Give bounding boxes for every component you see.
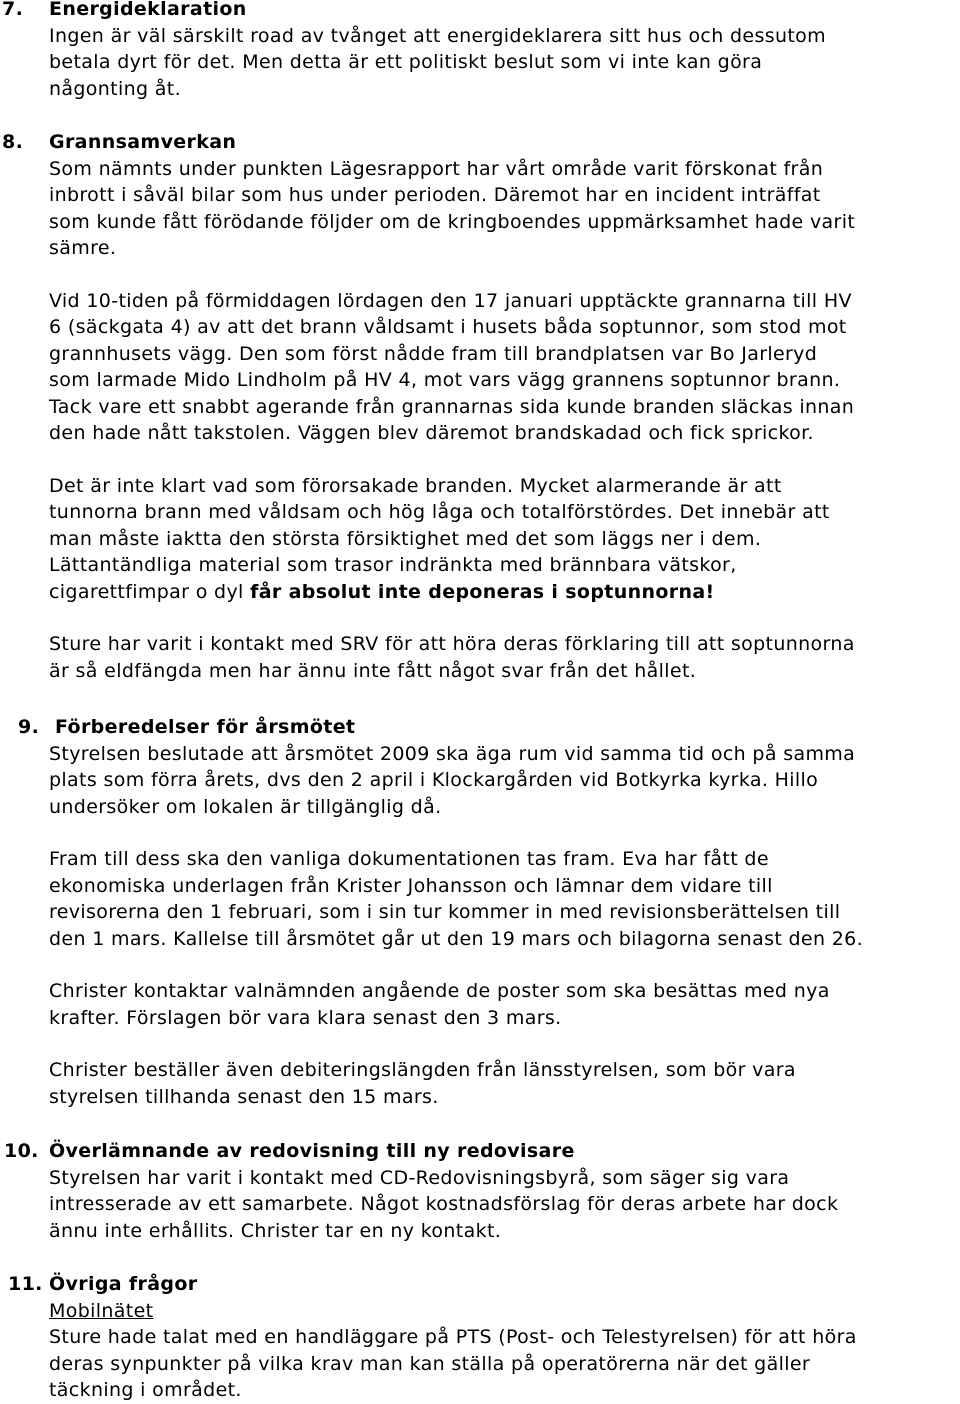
text-line: Styrelsen har varit i kontakt med CD-Redovisningsbyrå, som säger sig vara [49,1166,790,1189]
text-line: den hade nått takstolen. Väggen blev däremot brandskadad och fick sprickor. [49,422,814,444]
text-line: Christer kontaktar valnämnden angående de poster som ska besättas med nya [49,980,830,1002]
section-9-title: Förberedelser för årsmötet [55,716,356,738]
section-7-title: Energideklaration [49,0,247,20]
text-line: ännu inte erhållits. Christer tar en ny kontakt. [49,1219,502,1242]
text-line: krafter. Förslagen bör vara klara senast den 3 mars. [49,1006,562,1029]
text-line: Styrelsen beslutade att årsmötet 2009 ska äga rum vid samma tid och på samma [49,742,856,765]
section-8 [0,129,960,684]
text-line: Sture har varit i kontakt med SRV för att höra deras förklaring till att soptunnorna [49,633,855,655]
section-8-paragraph-4 [49,631,960,684]
section-7 [0,0,960,102]
subheading-mobilnatet: Mobilnätet [49,1299,154,1322]
text-line: täckning i området. [49,1379,242,1401]
text-line: Ingen är väl särskilt road av tvånget att energideklarera sitt hus och dessutom [49,24,826,47]
text-line: Det är inte klart vad som förorsakade branden. Mycket alarmerande är att [49,474,782,497]
text-line: Vid 10-tiden på förmiddagen lördagen den 17 januari upptäckte grannarna till HV [49,289,852,312]
text-line: revisorerna den 1 februari, som i sin tur kommer in med revisionsberättelsen till [49,901,841,923]
text-line: Christer beställer även debiteringslängden från länsstyrelsen, som bör vara [49,1059,796,1081]
text-line [49,579,960,606]
text-line: Tack vare ett snabbt agerande från grannarnas sida kunde branden släckas innan [49,395,855,418]
section-10-title: Överlämnande av redovisning till ny redovisare [49,1140,575,1162]
text-line: grannhusets vägg. Den som först nådde fram till brandplatsen var Bo Jarleryd [49,342,818,365]
text-line: tunnorna brann med våldsam och hög låga och totalförstördes. Det innebär att [49,501,830,523]
text-line: ekonomiska underlagen från Krister Johansson och lämnar dem vidare till [49,874,773,897]
text-line: någonting åt. [49,77,181,100]
text-line: som larmade Mido Lindholm på HV 4, mot vars vägg grannens soptunnor brann. [49,369,841,391]
text-line: deras synpunkter på vilka krav man kan ställa på operatörerna när det gäller [49,1352,811,1375]
section-8-title: Grannsamverkan [49,131,237,153]
text-plain: cigarettfimpar o dyl [49,580,251,603]
section-10-heading [4,1138,960,1165]
section-11-number: 11. [8,1273,43,1295]
section-8-paragraph-2 [49,288,960,447]
section-11-title: Övriga frågor [49,1273,198,1295]
section-7-body [49,23,960,103]
text-line: betala dyrt för det. Men detta är ett politiskt beslut som vi inte kan göra [49,51,763,73]
section-10-number: 10. [4,1140,39,1162]
section-11-body [49,1298,960,1404]
section-9-paragraph-3 [49,978,960,1031]
section-7-heading [2,0,960,23]
section-10-body [49,1165,960,1245]
text-line: styrelsen tillhanda senast den 15 mars. [49,1085,439,1108]
section-8-paragraph-3 [49,473,960,606]
text-line: sämre. [49,237,117,259]
section-8-heading [2,129,960,156]
section-7-number: 7. [2,0,24,20]
text-line: undersöker om lokalen är tillgänglig då. [49,795,442,818]
text-line: är så eldfängda men har ännu inte fått något svar från det hållet. [49,659,697,682]
text-line: 6 (säckgata 4) av att det brann våldsamt i husets båda soptunnor, som stod mot [49,316,847,338]
section-8-paragraph-1 [49,156,960,262]
text-line: Som nämnts under punkten Lägesrapport har vårt område varit förskonat från [49,157,824,180]
text-line: Sture hade talat med en handläggare på PTS (Post- och Telestyrelsen) för att höra [49,1326,857,1348]
text-line: Fram till dess ska den vanliga dokumentationen tas fram. Eva har fått de [49,848,769,870]
section-11-heading [8,1271,960,1298]
section-9-paragraph-4 [49,1057,960,1110]
section-8-number: 8. [2,131,24,153]
text-line: man måste iaktta den största försiktighet med det som läggs ner i dem. [49,527,762,550]
section-9 [0,714,960,1110]
text-line: inbrott i såväl bilar som hus under perioden. Däremot har en incident inträffat [49,184,821,206]
section-9-number: 9. [18,716,40,738]
text-line: plats som förra årets, dvs den 2 april i Klockargården vid Botkyrka kyrka. Hillo [49,769,819,791]
section-11 [0,1271,960,1404]
section-9-heading [18,714,960,741]
section-10 [0,1138,960,1244]
warning-text: får absolut inte deponeras i soptunnorna! [250,580,715,603]
section-9-paragraph-2 [49,846,960,952]
section-9-paragraph-1 [49,741,960,821]
text-line: intresserade av ett samarbete. Något kostnadsförslag för deras arbete har dock [49,1193,839,1215]
text-line: som kunde fått förödande följder om de kringboendes uppmärksamhet hade varit [49,210,856,233]
text-line: den 1 mars. Kallelse till årsmötet går ut den 19 mars och bilagorna senast den 26. [49,927,864,950]
text-line: Lättantändliga material som trasor indränkta med brännbara vätskor, [49,554,737,576]
